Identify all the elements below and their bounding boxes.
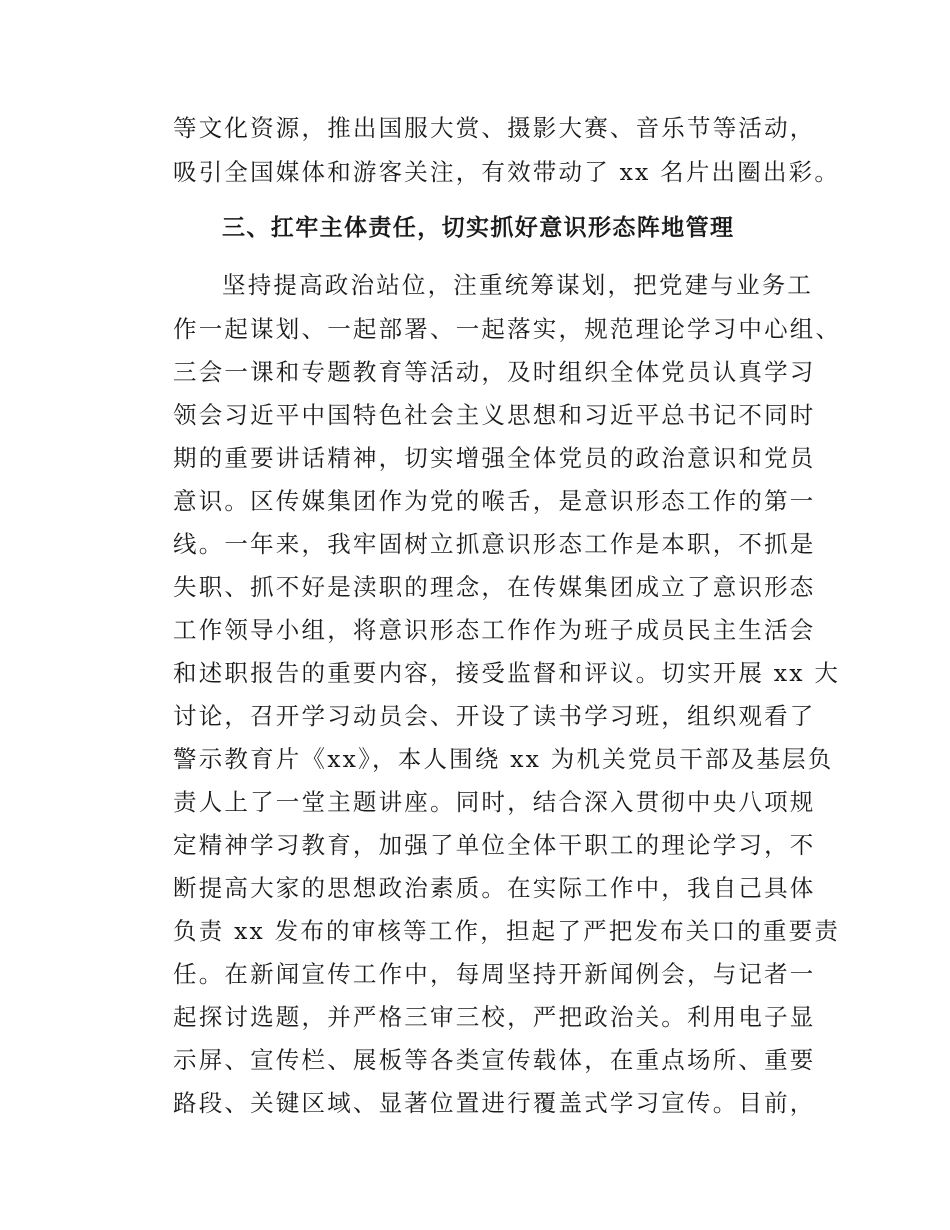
paragraph-line: 定精神学习教育，加强了单位全体干职工的理论学习，不 [173, 831, 816, 859]
paragraph-line: 作一起谋划、一起部署、一起落实，规范理论学习中心组、 [173, 315, 842, 343]
intro-line: 吸引全国媒体和游客关注，有效带动了 xx 名片出圈出彩。 [173, 158, 841, 186]
paragraph-line: 领会习近平中国特色社会主义思想和习近平总书记不同时 [173, 401, 816, 429]
intro-line: 等文化资源，推出国服大赏、摄影大赛、音乐节等活动， [173, 114, 816, 142]
paragraph-line: 和述职报告的重要内容，接受监督和评议。切实开展 xx 大 [173, 659, 841, 687]
paragraph-line: 路段、关键区域、显著位置进行覆盖式学习宣传。目前， [173, 1089, 816, 1117]
paragraph-line: 负责 xx 发布的审核等工作，担起了严把发布关口的重要责 [173, 917, 841, 945]
paragraph-line: 起探讨选题，并严格三审三校，严把政治关。利用电子显 [173, 1003, 816, 1031]
paragraph-line: 意识。区传媒集团作为党的喉舌，是意识形态工作的第一 [173, 487, 816, 515]
paragraph-line: 三会一课和专题教育等活动，及时组织全体党员认真学习 [173, 358, 816, 386]
paragraph-line: 坚持提高政治站位，注重统筹谋划，把党建与业务工 [222, 271, 814, 299]
paragraph-line: 工作领导小组，将意识形态工作作为班子成员民主生活会 [173, 616, 816, 644]
paragraph-line: 断提高大家的思想政治素质。在实际工作中，我自己具体 [173, 874, 816, 902]
paragraph-line: 讨论，召开学习动员会、开设了读书学习班，组织观看了 [173, 702, 816, 730]
paragraph-line: 线。一年来，我牢固树立抓意识形态工作是本职，不抓是 [173, 530, 816, 558]
section-heading: 三、扛牢主体责任，切实抓好意识形态阵地管理 [222, 215, 735, 241]
paragraph-line: 期的重要讲话精神，切实增强全体党员的政治意识和党员 [173, 444, 816, 472]
paragraph-line: 责人上了一堂主题讲座。同时，结合深入贯彻中央八项规 [173, 788, 816, 816]
paragraph-line: 任。在新闻宣传工作中，每周坚持开新闻例会，与记者一 [173, 960, 816, 988]
paragraph-line: 失职、抓不好是渎职的理念，在传媒集团成立了意识形态 [173, 573, 816, 601]
paragraph-line: 警示教育片《xx》，本人围绕 xx 为机关党员干部及基层负 [173, 745, 834, 773]
paragraph-line: 示屏、宣传栏、展板等各类宣传载体，在重点场所、重要 [173, 1046, 816, 1074]
